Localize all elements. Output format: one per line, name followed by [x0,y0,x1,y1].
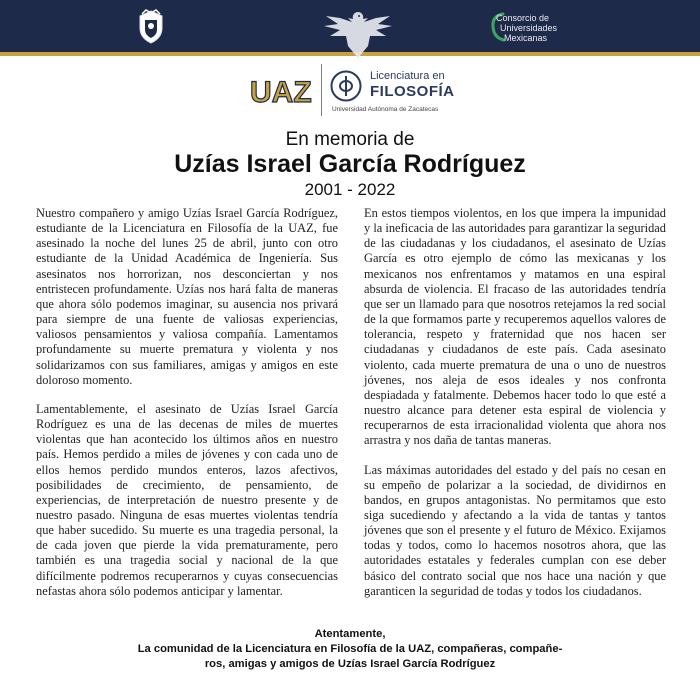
philosophy-program-logo [330,66,460,116]
title-years: 2001 - 2022 [304,180,396,199]
signature-line-2: La comunidad de la Licenciatura en Filosofía de la UAZ, compañeras, compañe- [137,643,563,655]
phi-circle-icon [330,70,362,102]
right-paragraph-1: En estos tiempos violentos, en los que impera la impunidad y la ineficacia de las autoridades para garantizar la seguridad de las ciudadanas y los ciudadanos, el asesinato de Uzías García es otro ejemplo de cómo las mexicanas y los mexicanos nos enfrentamos y matamos en una espiral absurda de violencia. El fracaso de las autoridades tendría que ser un llamado para que nosotros retejamos la red social de la que formamos parte y recuperemos aquellos valores de tolerancia, respeto y fraternidad que nos hacen ser ciudadanas y ciudadanos de este país. Cada asesinato violento, cada muerte prematura de una o uno de nuestros jóvenes, nos aleja de esos ideales y nos confronta despiadada y fatalmente. Debemos hacer todo lo que esté a nuestro alcance para detener esta espiral de violencia y recuperarnos de esta irracionalidad violenta que ahora nos arrastra y nos daña de tantas maneras. [364,206,666,448]
eagle-emblem-icon [318,6,398,70]
right-column [364,206,666,599]
right-paragraph-2: Las máximas autoridades del estado y del país no cesan en su empeño de polarizar a la sociedad, de dividirnos en bandos, en grupos antagonistas. No permitamos que esto siga sucediendo y afectando a la vida de tantas y tantos jóvenes que son el presente y el futuro de México. Exijamos todas y todos, como lo hacemos nosotros ahora, que las autoridades estatales y federales cumplan con ese deber básico del contrato social que nos hace una nación y que garanticen la seguridad de todas y todos los ciudadanos. [364,462,666,598]
signature-block [0,627,700,672]
consortium-line-3: Mexicanas [504,33,548,43]
university-name: Universidad Autónoma de Zacatecas [332,106,439,113]
signature-line-1: Atentamente, [314,628,386,640]
title-name: Uzías Israel García Rodríguez [174,150,526,178]
program-label-line1: Licenciatura en [370,70,445,82]
left-column [36,206,338,599]
left-paragraph-2: Lamentablemente, el asesinato de Uzías Israel García Rodríguez es una de las decenas de miles de muertes violentas que han acontecido los últimos años en nuestro país. Hemos perdido a miles de jóvenes y con cada uno de ellos hemos perdido mundos enteros, lazos afectivos, posibilidades de crecimiento, de pensamiento, de experiencias, de interpretación de nuestro presente y de nuestro pasado. Ninguna de esas muertes violentas tendría que haber sucedido. Su muerte es una tragedia personal, la de cada joven que pierde la vida prematuramente, pero también es una tragedia social y nacional de la que difícilmente podremos recuperarnos y cuyas consecuencias nefastas ahora sólo podemos anticipar y lamentar. [36,401,338,598]
logo-divider [321,64,322,116]
program-label-line2: FILOSOFÍA [370,83,455,100]
left-paragraph-1: Nuestro compañero y amigo Uzías Israel García Rodríguez, estudiante de la Licenciatura en Filosofía de la UAZ, fue asesinado la noche del lunes 25 de abril, junto con otro estudiante de la Unidad Académica de Ingeniería. Sus asesinatos nos horrorizan, nos desconciertan y nos entristecen profundamente. Uzías nos hará falta de maneras que ahora sólo podemos imaginar, su ausencia nos privará para siempre de una fuente de valiosas experiencias, valiosos pensamientos y valiosa compañía. Lamentamos profundamente su muerte prematura y violenta y nos solidarizamos con sus familiares, amigas y amigos en este doloroso momento. [36,206,338,387]
title-prefix: En memoria de [285,129,415,150]
uaz-logo-text: UAZ [250,76,312,109]
consortium-logo [490,12,600,48]
memorial-title [0,130,700,201]
consortium-line-2: Universidades [500,23,558,33]
consortium-line-1: Consorcio de [496,13,550,23]
uaz-logo [248,70,314,110]
signature-line-3: ros, amigas y amigos de Uzías Israel García Rodríguez [204,658,496,670]
university-crest-icon [132,8,170,46]
